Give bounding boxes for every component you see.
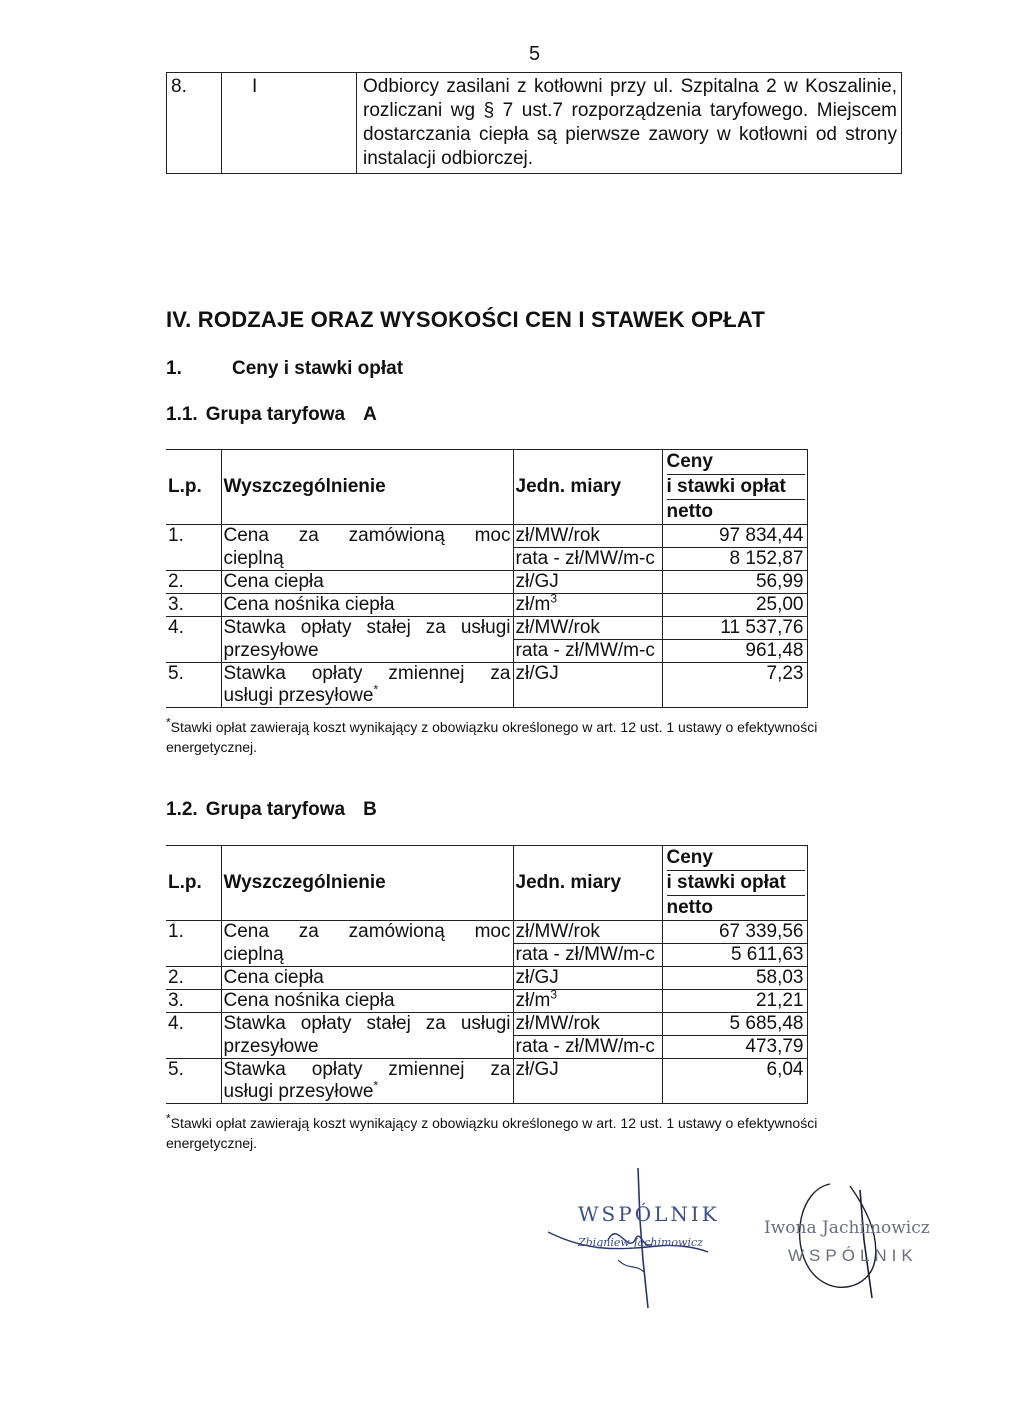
group-number: 1.1. xyxy=(166,404,198,425)
row-value: 58,03 xyxy=(662,967,807,990)
row-description: Stawka opłaty zmiennej za xyxy=(221,663,513,686)
row-unit: rata - zł/MW/m-c xyxy=(513,944,662,967)
row-unit: zł/MW/rok xyxy=(513,525,662,548)
row-lp: 4. xyxy=(166,617,221,663)
header-price-line-2: i stawki opłat xyxy=(667,870,805,896)
row-lp: 2. xyxy=(166,967,221,990)
footnote-star: * xyxy=(166,1111,171,1126)
header-price-line-3: netto xyxy=(666,897,713,918)
row-value: 5 685,48 xyxy=(662,1013,807,1036)
row-unit: rata - zł/MW/m-c xyxy=(513,640,662,663)
table-row xyxy=(166,548,807,571)
row-unit: zł/GJ xyxy=(513,967,662,990)
row-lp: 2. xyxy=(166,571,221,594)
row-value: 97 834,44 xyxy=(662,525,807,548)
row-description: cieplną xyxy=(221,944,513,967)
row-description: Stawka opłaty stałej za usługi xyxy=(221,617,513,640)
row-value: 8 152,87 xyxy=(662,548,807,571)
row-lp: 3. xyxy=(166,990,221,1013)
header-price-line-3: netto xyxy=(666,501,713,522)
row-description: Cena ciepła xyxy=(221,967,513,990)
row-value: 67 339,56 xyxy=(662,921,807,944)
description-text: usługi przesyłowe xyxy=(223,685,374,706)
unit-superscript: 3 xyxy=(550,987,558,1002)
stamp-name: Iwona Jachimowicz xyxy=(764,1218,930,1238)
table-row xyxy=(166,1059,807,1082)
row-unit: zł/MW/rok xyxy=(513,617,662,640)
header-unit: Jedn. miary xyxy=(513,450,662,525)
row-description: Cena ciepła xyxy=(221,571,513,594)
table-row xyxy=(166,594,807,617)
row-value: 5 611,63 xyxy=(662,944,807,967)
table-row xyxy=(166,571,807,594)
row-lp: 3. xyxy=(166,594,221,617)
signature-scribble xyxy=(760,1180,920,1300)
table-header-row xyxy=(166,450,807,525)
footnote-text: Stawki opłat zawierają koszt wynikający z obowiązku określonego w art. 12 ust. 1 ustawy o efektywności energetycznej. xyxy=(166,719,818,755)
row-unit: zł/MW/rok xyxy=(513,1013,662,1036)
group-letter: A xyxy=(363,404,377,425)
footnote-text: Stawki opłat zawierają koszt wynikający z obowiązku określonego w art. 12 ust. 1 ustawy o efektywności energetycznej. xyxy=(166,1115,818,1151)
table-row xyxy=(166,640,807,663)
group-b-heading xyxy=(166,799,377,821)
table-row xyxy=(166,990,807,1013)
row-description: Cena nośnika ciepła xyxy=(221,594,513,617)
group-number: 1.2. xyxy=(166,799,198,820)
header-description: Wyszczególnienie xyxy=(221,450,513,525)
row-value: 56,99 xyxy=(662,571,807,594)
row-description: Stawka opłaty stałej za usługi xyxy=(221,1013,513,1036)
table-row xyxy=(166,921,807,944)
subsection-title: Ceny i stawki opłat xyxy=(232,358,404,379)
group-letter: B xyxy=(363,799,377,820)
tariff-table-group-b xyxy=(166,845,808,1104)
row-value: 7,23 xyxy=(662,663,807,708)
row-unit: zł/GJ xyxy=(513,1059,662,1104)
row-description: cieplną xyxy=(221,548,513,571)
row-value: 961,48 xyxy=(662,640,807,663)
row-unit: rata - zł/MW/m-c xyxy=(513,1036,662,1059)
header-price-line-2: i stawki opłat xyxy=(667,474,805,500)
table-header-row xyxy=(166,846,807,921)
subsection-number: 1. xyxy=(166,358,182,379)
signature-stamp-right xyxy=(760,1180,930,1300)
row-description xyxy=(221,1078,513,1104)
subsection-heading xyxy=(166,358,403,380)
stamp-name: Zbigniew Jachimowicz xyxy=(578,1236,703,1249)
table-row xyxy=(166,1036,807,1059)
row-index: 8. xyxy=(167,73,222,174)
description-text: usługi przesyłowe xyxy=(223,1081,374,1102)
row-value: 473,79 xyxy=(662,1036,807,1059)
header-price-line-1: Ceny xyxy=(666,451,713,472)
row-value: 6,04 xyxy=(662,1059,807,1104)
stamp-title: WSPÓLNIK xyxy=(788,1246,918,1265)
section-title: IV. RODZAJE ORAZ WYSOKOŚCI CEN I STAWEK OPŁAT xyxy=(166,307,765,332)
row-description: Cena nośnika ciepła xyxy=(221,990,513,1013)
table-row xyxy=(166,525,807,548)
table-row xyxy=(166,967,807,990)
table-row xyxy=(166,617,807,640)
header-description: Wyszczególnienie xyxy=(221,846,513,921)
row-lp: 5. xyxy=(166,1059,221,1104)
row-description: Cena za zamówioną moc xyxy=(221,525,513,548)
row-lp: 4. xyxy=(166,1013,221,1059)
row-unit xyxy=(513,591,662,617)
footnote-group-b xyxy=(166,1113,826,1153)
row-value: 21,21 xyxy=(662,990,807,1013)
group-title: Grupa taryfowa xyxy=(205,404,346,425)
header-unit: Jedn. miary xyxy=(513,846,662,921)
row-description: przesyłowe xyxy=(221,640,513,663)
row-unit xyxy=(513,987,662,1013)
row-unit: rata - zł/MW/m-c xyxy=(513,548,662,571)
header-lp: L.p. xyxy=(166,450,221,525)
row-lp: 1. xyxy=(166,921,221,967)
header-price-line-1: Ceny xyxy=(666,847,713,868)
unit-superscript: 3 xyxy=(550,591,558,606)
table-row xyxy=(167,73,902,174)
table-row xyxy=(166,944,807,967)
page-number: 5 xyxy=(529,43,541,65)
table-row xyxy=(166,663,807,686)
row-value: 25,00 xyxy=(662,594,807,617)
footnote-star: * xyxy=(166,715,171,730)
table-row xyxy=(166,1013,807,1036)
row-unit: zł/MW/rok xyxy=(513,921,662,944)
group-title: Grupa taryfowa xyxy=(205,799,346,820)
row-value: 11 537,76 xyxy=(662,617,807,640)
signature-scribble xyxy=(548,1160,728,1310)
header-lp: L.p. xyxy=(166,846,221,921)
row-description xyxy=(221,682,513,708)
signature-stamp-left xyxy=(548,1160,728,1310)
tariff-table-group-a xyxy=(166,449,808,708)
row-description: Stawka opłaty zmiennej za xyxy=(221,1059,513,1082)
row-description: przesyłowe xyxy=(221,1036,513,1059)
header-price xyxy=(662,450,807,525)
row-lp: 1. xyxy=(166,525,221,571)
row-unit: zł/GJ xyxy=(513,571,662,594)
group-a-heading xyxy=(166,404,377,426)
stamp-title: WSPÓLNIK xyxy=(578,1202,720,1226)
row-lp: 5. xyxy=(166,663,221,708)
row-unit: zł/GJ xyxy=(513,663,662,708)
unit-text: zł/m xyxy=(515,990,551,1011)
customer-group-table xyxy=(166,72,902,174)
footnote-marker: * xyxy=(373,682,379,697)
footnote-marker: * xyxy=(373,1078,379,1093)
footnote-group-a xyxy=(166,717,826,757)
tariff-group: I xyxy=(222,73,357,174)
unit-text: zł/m xyxy=(515,594,551,615)
row-description: Cena za zamówioną moc xyxy=(221,921,513,944)
customer-description: Odbiorcy zasilani z kotłowni przy ul. Szpitalna 2 w Koszalinie, rozliczani wg § 7 ust.7 rozporządzenia taryfowego. Miejscem dostarczania ciepła są pierwsze zawory w kotłowni od strony instalacji odbiorczej. xyxy=(357,73,902,174)
header-price xyxy=(662,846,807,921)
